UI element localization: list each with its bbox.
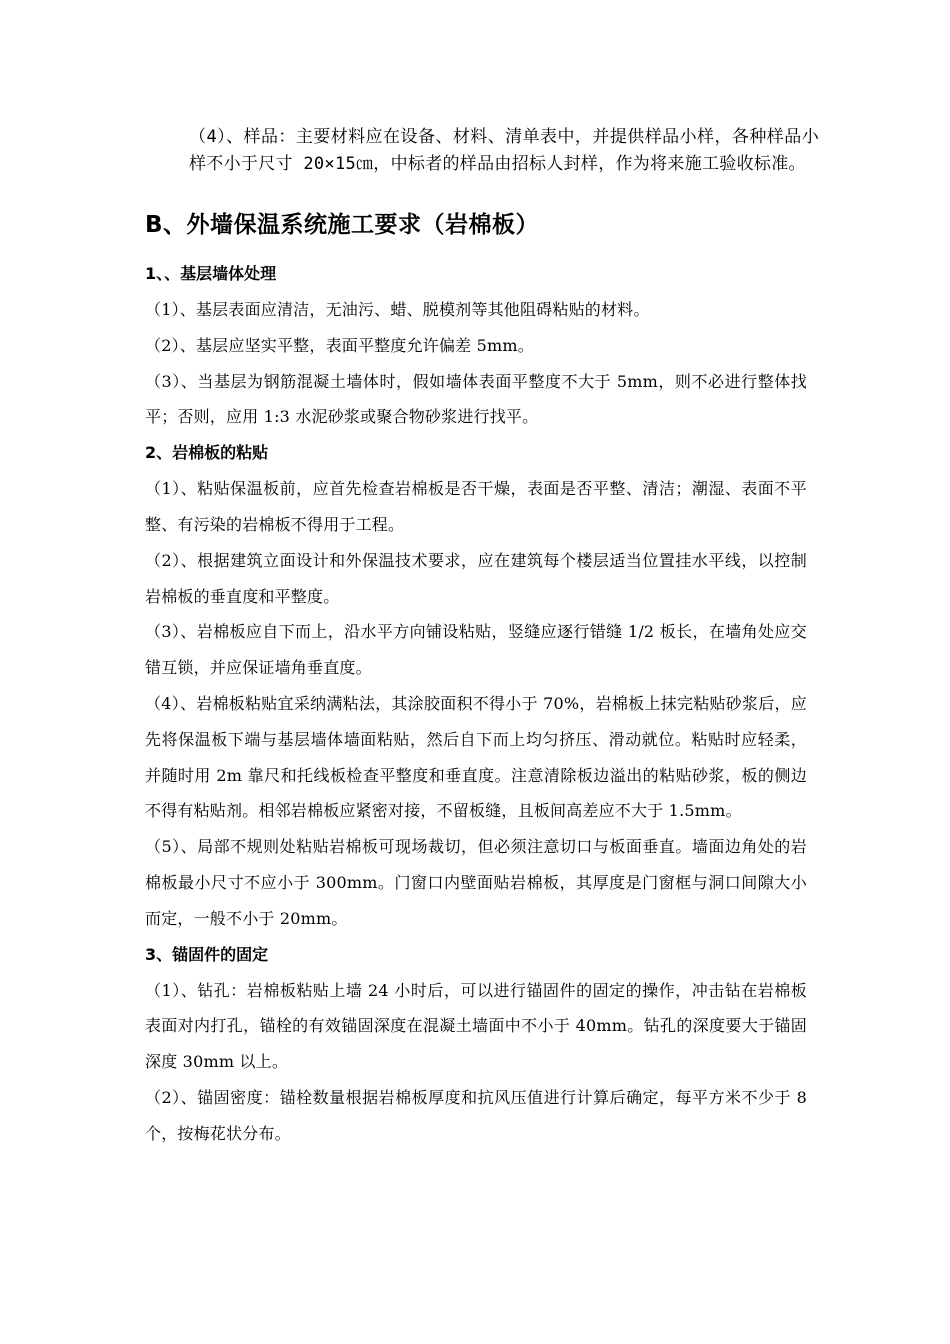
paragraph: （1）、基层表面应清洁，无油污、蜡、脱模剂等其他阻碍粘贴的材料。 [145,300,650,319]
subsection-heading: 1、、基层墙体处理 [145,264,277,283]
subsection-heading: 3、锚固件的固定 [145,944,269,964]
paragraph: （4）、岩棉板粘贴宜采纳满粘法，其涂胶面积不得小于 70%，岩棉板上抹完粘贴砂浆后，应先将保温板下端与基层墙体墙面粘贴，然后自下而上均匀挤压、滑动就位。粘贴时应轻柔，并随时用 2m 靠尺和托线板检查平整度和垂直度。注意清除板边溢出的粘贴砂浆，板的侧边不得有粘贴剂。相邻岩棉板应紧密对接，不留板缝，且板间高差应不大于 1.5mm。 [145,693,807,821]
paragraph: （5）、局部不规则处粘贴岩棉板可现场裁切，但必须注意切口与板面垂直。墙面边角处的岩棉板最小尺寸不应小于 300mm。门窗口内壁面贴岩棉板，其厚度是门窗框与洞口间隙大小而定，一般不小于 20mm。 [145,837,807,928]
paragraph: （2）、锚固密度：锚栓数量根据岩棉板厚度和抗风压值进行计算后确定，每平方米不少于 8 个，按梅花状分布。 [145,1087,807,1143]
subsection-heading: 2、岩棉板的粘贴 [145,443,269,463]
paragraph: （1）、粘贴保温板前，应首先检查岩棉板是否干燥，表面是否平整、清洁；潮湿、表面不平整、有污染的岩棉板不得用于工程。 [145,479,807,534]
subsection-anchor-fixing [145,937,807,1152]
main-content [145,200,807,1152]
paragraph: （3）、当基层为钢筋混凝土墙体时，假如墙体表面平整度不大于 5mm，则不必进行整体找平；否则，应用 1:3 水泥砂浆或聚合物砂浆进行找平。 [145,371,807,427]
subsection-rockwool-bonding [145,435,807,936]
intro-paragraph: （4）、样品：主要材料应在设备、材料、清单表中，并提供样品小样，各种样品小样不小于尺寸 20×15㎝，中标者的样品由招标人封样，作为将来施工验收标准。 [189,127,819,174]
paragraph: （2）、根据建筑立面设计和外保温技术要求，应在建筑每个楼层适当位置挂水平线，以控制岩棉板的垂直度和平整度。 [145,550,807,606]
paragraph: （1）、钻孔：岩棉板粘贴上墙 24 小时后，可以进行锚固件的固定的操作，冲击钻在岩棉板表面对内打孔，锚栓的有效锚固深度在混凝土墙面中不小于 40mm。钻孔的深度要大于锚固深度 30mm 以上。 [145,980,807,1072]
section-title: B、外墙保温系统施工要求（岩棉板） [145,212,540,238]
paragraph: （3）、岩棉板应自下而上，沿水平方向铺设粘贴，竖缝应逐行错缝 1/2 板长，在墙角处应交错互锁，并应保证墙角垂直度。 [145,622,807,678]
paragraph: （2）、基层应坚实平整，表面平整度允许偏差 5mm。 [145,335,534,355]
subsection-base-wall [145,256,807,435]
